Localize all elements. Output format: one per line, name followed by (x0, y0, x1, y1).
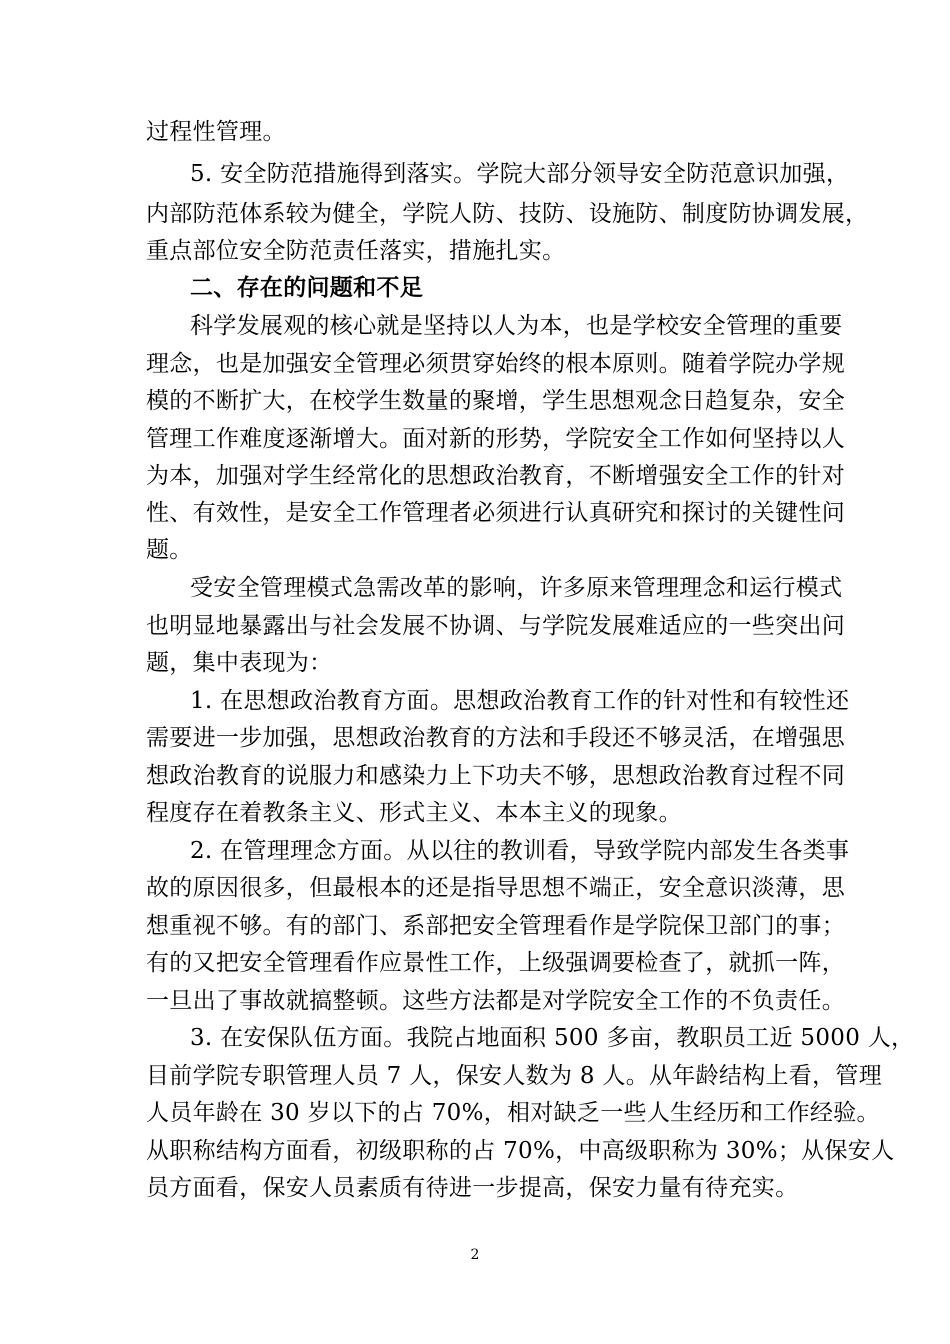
page-number: 2 (470, 1247, 480, 1263)
text-line: 从职称结构方面看，初级职称的占 70%，中高级职称为 30%；从保安人 (146, 1138, 895, 1164)
text-line: 有的又把安全管理看作应景性工作，上级强调要检查了，就抓一阵， (146, 950, 845, 976)
text-line: 过程性管理。 (146, 119, 286, 145)
text-line: 3. 在安保队伍方面。我院占地面积 500 多亩，教职员工近 5000 人， (190, 1025, 915, 1051)
text-line: 题，集中表现为： (146, 650, 333, 676)
text-line: 需要进一步加强，思想政治教育的方法和手段还不够灵活，在增强思 (146, 725, 845, 751)
text-line: 管理工作难度逐渐增大。面对新的形势，学院安全工作如何坚持以人 (146, 426, 845, 452)
text-line: 程度存在着教条主义、形式主义、本本主义的现象。 (146, 800, 682, 826)
text-line: 2. 在管理理念方面。从以往的教训看，导致学院内部发生各类事 (190, 838, 850, 864)
text-line: 1. 在思想政治教育方面。思想政治教育工作的针对性和有较性还 (190, 688, 850, 714)
text-line: 题。 (146, 537, 193, 563)
text-line: 理念，也是加强安全管理必须贯穿始终的根本原则。随着学院办学规 (146, 351, 845, 377)
text-line: 目前学院专职管理人员 7 人，保安人数为 8 人。从年龄结构上看，管理 (146, 1063, 883, 1089)
text-line: 为本，加强对学生经常化的思想政治教育，不断增强安全工作的针对 (146, 463, 845, 489)
text-line: 5. 安全防范措施得到落实。学院大部分领导安全防范意识加强， (190, 161, 850, 187)
text-line: 受安全管理模式急需改革的影响，许多原来管理理念和运行模式 (190, 575, 843, 601)
text-line: 想政治教育的说服力和感染力上下功夫不够，思想政治教育过程不同 (146, 763, 845, 789)
text-line: 科学发展观的核心就是坚持以人为本，也是学校安全管理的重要 (190, 313, 843, 339)
text-line: 想重视不够。有的部门、系部把安全管理看作是学院保卫部门的事； (146, 913, 845, 939)
text-line: 性、有效性，是安全工作管理者必须进行认真研究和探讨的关键性问 (146, 500, 845, 526)
text-line: 人员年龄在 30 岁以下的占 70%，相对缺乏一些人生经历和工作经验。 (146, 1100, 880, 1126)
text-line: 模的不断扩大，在校学生数量的聚增，学生思想观念日趋复杂，安全 (146, 388, 845, 414)
text-line: 也明显地暴露出与社会发展不协调、与学院发展难适应的一些突出问 (146, 613, 845, 639)
text-line: 内部防范体系较为健全，学院人防、技防、设施防、制度防协调发展， (146, 201, 869, 227)
text-line: 一旦出了事故就搞整顿。这些方法都是对学院安全工作的不负责任。 (146, 988, 845, 1014)
text-line: 重点部位安全防范责任落实，措施扎实。 (146, 238, 566, 264)
text-line: 故的原因很多，但最根本的还是指导思想不端正，安全意识淡薄，思 (146, 875, 845, 901)
section-heading: 二、存在的问题和不足 (190, 274, 423, 301)
text-line: 员方面看，保安人员素质有待进一步提高，保安力量有待充实。 (146, 1175, 799, 1201)
